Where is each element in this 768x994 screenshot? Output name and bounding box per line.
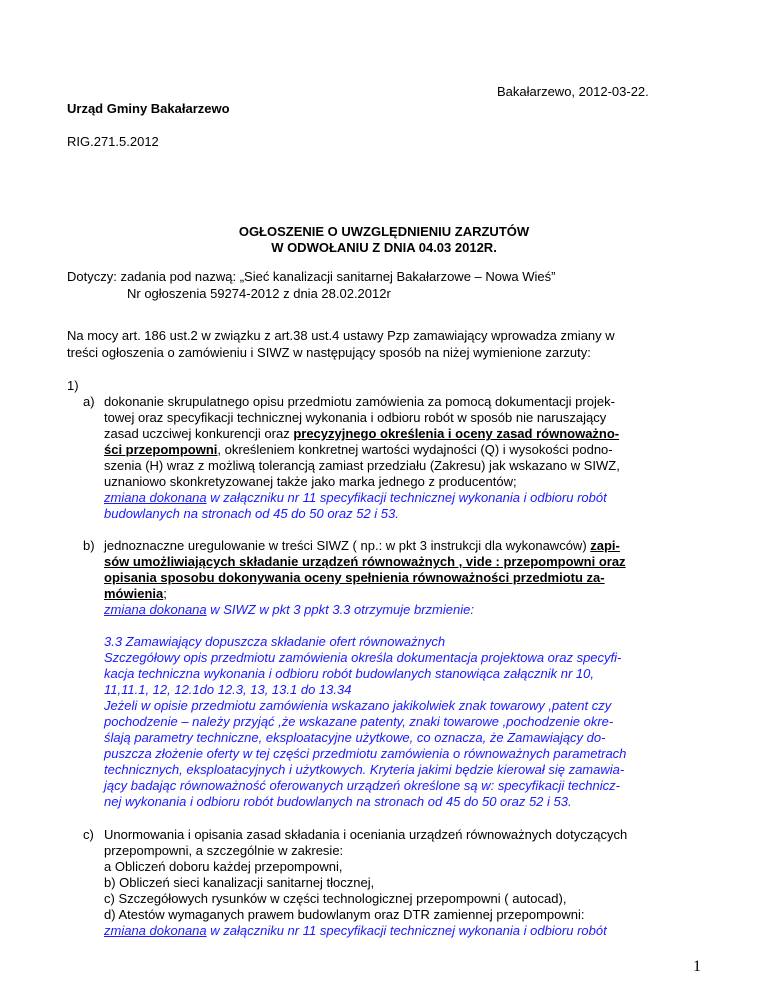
change-label: zmiana dokonana [104, 923, 207, 938]
quote-line: kacja techniczna wykonania i odbioru robót budowlanych stanowiąca załącznik nr 10, [104, 666, 594, 681]
change-label: zmiana dokonana [104, 602, 207, 617]
item-c-change-note [104, 923, 607, 939]
quote-line: jący badając równoważność oferowanych urządzeń określone są w: specyfikacji technicz- [104, 778, 620, 793]
item-a-emphasis: precyzyjnego określenia i oceny zasad równoważno- [293, 426, 620, 441]
item-b-change-note [104, 602, 474, 618]
item-c-line: d) Atestów wymaganych prawem budowlanym oraz DTR zamiennej przepompowni: [104, 907, 585, 922]
item-b-emphasis-line: opisania sposobu dokonywania oceny spełnienia równoważności przedmiotu za- [104, 570, 605, 585]
item-a-line: dokonanie skrupulatnego opisu przedmiotu zamówienia za pomocą dokumentacji projek- [104, 394, 615, 409]
title-line-1: OGŁOSZENIE O UWZGLĘDNIENIU ZARZUTÓW [238, 224, 530, 239]
intro-line-2: treści ogłoszenia o zamówieniu i SIWZ w następujący sposób na niżej wymienione zarzuty: [67, 345, 591, 360]
item-b-marker: b) [83, 538, 95, 553]
item-b-emphasis-line: sów umożliwiających składanie urządzeń równoważnych , vide : przepompowni oraz [104, 554, 626, 569]
subject-line-1: Dotyczy: zadania pod nazwą: „Sieć kanalizacji sanitarnej Bakałarzowe – Nowa Wieś” [67, 269, 556, 284]
item-b-line [104, 538, 620, 554]
quote-line: 11,11.1, 12, 12.1do 12.3, 13, 13.1 do 13.34 [104, 682, 352, 697]
item-b-text: ; [163, 586, 167, 601]
title-line-2: W ODWOŁANIU Z DNIA 04.03 2012R. [271, 240, 497, 255]
place-date: Bakałarzewo, 2012-03-22. [497, 84, 649, 99]
item-a-line [104, 426, 619, 442]
item-a-line: uznaniowo skonkretyzowanej także jako marka jednego z producentów; [104, 474, 517, 489]
item-b-line [104, 586, 167, 602]
item-a-line [104, 442, 613, 458]
item-c-line: b) Obliczeń sieci kanalizacji sanitarnej tłocznej, [104, 875, 375, 890]
item-c-marker: c) [83, 827, 94, 842]
quote-line: 3.3 Zamawiający dopuszcza składanie ofert równoważnych [104, 634, 446, 649]
quote-line: nej wykonania i odbioru robót budowlanych na stronach od 45 do 50 oraz 52 i 53. [104, 794, 572, 809]
item-b-text: jednoznaczne uregulowanie w treści SIWZ ( np.: w pkt 3 instrukcji dla wykonawców) [104, 538, 591, 553]
item-c-line: przepompowni, a szczególnie w zakresie: [104, 843, 344, 858]
item-c-line: Unormowania i opisania zasad składania i oceniania urządzeń równoważnych dotyczących [104, 827, 628, 842]
item-a-text: , określeniem konkretnej wartości wydajności (Q) i wysokości podno- [217, 442, 613, 457]
quote-line: Szczegółowy opis przedmiotu zamówienia określa dokumentacja projektowa oraz specyfi- [104, 650, 622, 665]
change-text: w SIWZ w pkt 3 ppkt 3.3 otrzymuje brzmienie: [206, 602, 474, 617]
item-a-line: szenia (H) wraz z możliwą tolerancją zamiast przedziału (Zakresu) jak wskazano w SIWZ, [104, 458, 620, 473]
item-a-change-note-2: budowlanych na stronach od 45 do 50 oraz 52 i 53. [104, 506, 399, 521]
page-number: 1 [693, 958, 701, 975]
item-c-line: c) Szczegółowych rysunków w części technologicznej przepompowni ( autocad), [104, 891, 567, 906]
change-label: zmiana dokonana [104, 490, 207, 505]
subject-line-2: Nr ogłoszenia 59274-2012 z dnia 28.02.2012r [127, 286, 391, 301]
reference-number: RIG.271.5.2012 [67, 134, 159, 149]
quote-line: puszcza złożenie oferty w tej części przedmiotu zamówienia o równoważnych parametrach [104, 746, 627, 761]
intro-line-1: Na mocy art. 186 ust.2 w związku z art.38 ust.4 ustawy Pzp zamawiający wprowadza zmiany w [67, 328, 615, 343]
quote-line: pochodzenie – należy przyjąć ,że wskazane patenty, znaki towarowe ,pochodzenie okre- [104, 714, 614, 729]
item-b-emphasis: mówienia [104, 586, 164, 601]
item-c-line: a Obliczeń doboru każdej przepompowni, [104, 859, 343, 874]
quote-line: ślają parametry techniczne, eksploatacyjne użytkowe, co oznacza, że Zamawiający do- [104, 730, 606, 745]
item-a-marker: a) [83, 394, 95, 409]
item-a-change-note [104, 490, 607, 506]
office-name: Urząd Gminy Bakałarzewo [67, 101, 230, 116]
point-number: 1) [67, 378, 79, 393]
item-b-emphasis: zapi- [590, 538, 620, 553]
change-text: w załączniku nr 11 specyfikacji technicznej wykonania i odbioru robót [206, 490, 607, 505]
quote-line: technicznych, eksploatacyjnych i użytkowych. Kryteria jakimi będzie kierował się zamawia- [104, 762, 625, 777]
item-a-line: towej oraz specyfikacji technicznej wykonania i odbioru robót w sposób nie naruszający [104, 410, 607, 425]
change-text: w załączniku nr 11 specyfikacji technicznej wykonania i odbioru robót [206, 923, 607, 938]
item-a-text: zasad uczciwej konkurencji oraz [104, 426, 294, 441]
item-a-emphasis: ści przepompowni [104, 442, 218, 457]
quote-line: Jeżeli w opisie przedmiotu zamówienia wskazano jakikolwiek znak towarowy ,patent czy [104, 698, 612, 713]
